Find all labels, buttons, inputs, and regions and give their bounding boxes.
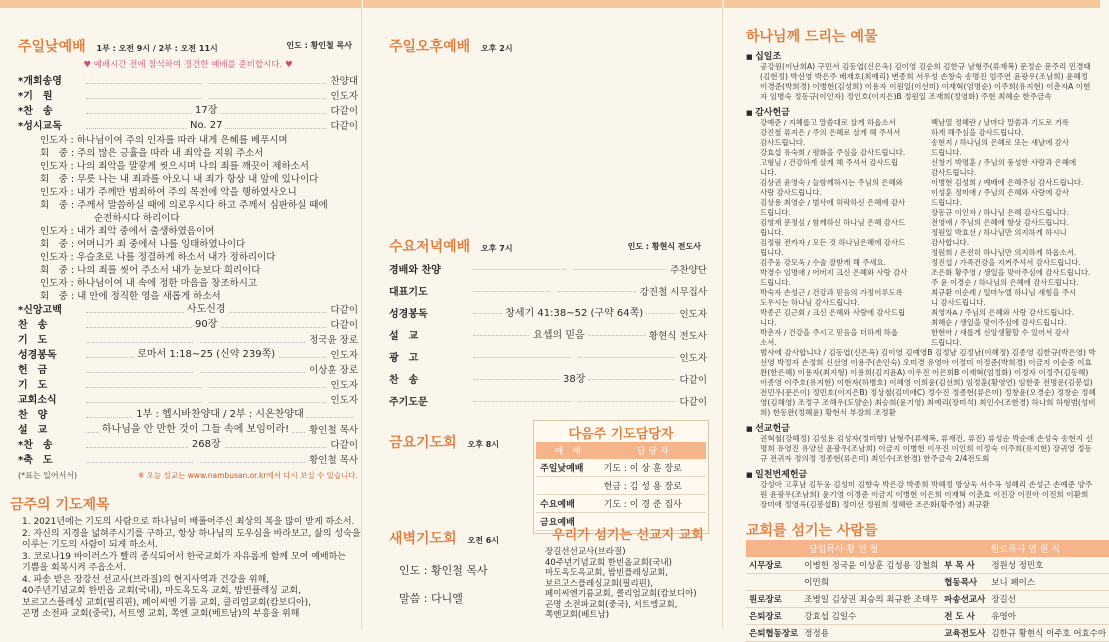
duty-table bbox=[536, 442, 706, 531]
friday-title: 금요기도회 bbox=[389, 435, 457, 451]
duty-person: 기도 : 이 경 준 집사 bbox=[600, 495, 706, 513]
litany-line: 회 중 : 나의 죄를 씻어 주소서 내가 눈보다 희리이다 bbox=[40, 265, 261, 276]
order-label: 기 도 bbox=[18, 335, 48, 346]
order-label: 설 교 bbox=[389, 331, 419, 342]
staff-role: 교육전도사 bbox=[941, 625, 988, 642]
offering-title: 하나님께 드리는 예물 bbox=[746, 29, 878, 45]
duty-person: 헌금 : 김 성 용 장로 bbox=[600, 477, 706, 495]
morning-leader: 인도 : 황인철 목사 bbox=[286, 41, 352, 50]
order-label: *성시교독 bbox=[18, 121, 62, 132]
order-row bbox=[18, 363, 358, 378]
staff-role: 협동목사 bbox=[941, 574, 988, 591]
staff-names: 장길선 bbox=[988, 591, 1109, 608]
thanks-line: 정원일 박효선 / 하나님만 의지하게 하시니 bbox=[931, 228, 1067, 237]
order-leader: 다같이 bbox=[679, 375, 707, 386]
order-dots bbox=[473, 348, 675, 358]
responsive-reading bbox=[18, 134, 358, 303]
staff-role: 은퇴협동장로 bbox=[746, 625, 801, 642]
order-label: 성경봉독 bbox=[389, 309, 428, 320]
thanks-line: 소서. bbox=[760, 338, 777, 347]
staff-role: 시무장로 bbox=[746, 557, 801, 574]
site-note: ※ 오늘 설교는 www.nambusan.or.kr에서 다시 보실 수 있습니다. bbox=[138, 471, 358, 480]
litany-line: 인도자 : 내가 죄악 중에서 출생하였음이여 bbox=[40, 226, 215, 237]
order-content bbox=[193, 334, 199, 345]
order-label: 주기도문 bbox=[389, 397, 428, 408]
wednesday-service bbox=[389, 236, 707, 414]
duty-person: 기도 : 이 상 훈 장로 bbox=[600, 459, 706, 477]
litany-line: 인도자 : 하나님이여 주의 인자를 따라 내게 은혜를 베푸시며 bbox=[40, 135, 288, 146]
thanks-line: 강진철 류지은 / 주의 은혜로 살게 해 주셔서 bbox=[760, 128, 901, 137]
duty-header-service: 예 배 bbox=[536, 442, 600, 459]
staff-row bbox=[746, 557, 1109, 574]
order-content bbox=[571, 396, 577, 407]
thanks-line: 감사드립니다. bbox=[760, 138, 806, 147]
order-leader: 인도자 bbox=[330, 91, 358, 102]
mission-offering-label: ■ 선교헌금 bbox=[746, 421, 1096, 434]
thanks-line: 이병현 김성희 / 예배에 은혜주심 감사드립니다. bbox=[931, 178, 1084, 187]
staff-row bbox=[746, 608, 1109, 625]
thanks-line: 니다. bbox=[760, 168, 777, 177]
prayer-list bbox=[10, 517, 361, 621]
order-leader: 다같이 bbox=[330, 440, 358, 451]
morning-times: 1부 : 오전 9시 / 2부 : 오전 11시 bbox=[96, 44, 218, 53]
order-row bbox=[18, 74, 358, 89]
order-row bbox=[389, 260, 707, 282]
order-content: 창세기 41:38~52 (구약 64쪽) bbox=[502, 308, 646, 319]
thanks-line: 최규환 이순례 / 일마누엘 하나님 새힘을 주시 bbox=[931, 288, 1077, 297]
morning-title: 주일낮예배 bbox=[18, 39, 86, 55]
order-dots bbox=[86, 119, 326, 129]
order-content bbox=[551, 286, 557, 297]
litany-line: 순전하시다 하리이다 bbox=[94, 213, 180, 224]
staff-role: 은퇴장로 bbox=[746, 608, 801, 625]
prayer-item: 2. 자신의 지경을 넓혀주시기를 구하고, 항상 하나님의 도우심을 바라보고, 삶의 성숙을 bbox=[22, 528, 361, 539]
wednesday-leader: 인도 : 황현식 전도사 bbox=[627, 242, 701, 251]
order-content bbox=[193, 364, 199, 375]
thanks-line: 김영재 문정심 / 함께하신 하나님 은혜 감사드 bbox=[760, 218, 906, 227]
order-content: 로마서 1:18~25 (신약 239쪽) bbox=[134, 349, 278, 360]
thanks-label: ■ 감사헌금 bbox=[746, 105, 1096, 118]
order-dots bbox=[86, 104, 326, 114]
order-content bbox=[567, 264, 573, 275]
litany-line: 인도자 : 내가 주께만 범죄하여 주의 목전에 악을 행하였사오니 bbox=[40, 187, 297, 198]
order-label: *기 원 bbox=[18, 91, 53, 102]
morning-order-bottom bbox=[18, 303, 358, 468]
order-dots bbox=[86, 438, 326, 448]
thanks-line: 하게 해주심을 감사드립니다. bbox=[931, 128, 1024, 137]
staff-names: 유영아 bbox=[988, 608, 1109, 625]
friday-time: 오후 8시 bbox=[467, 440, 500, 449]
thanks-line: 드립니다. bbox=[760, 208, 791, 217]
staff-role bbox=[746, 574, 801, 591]
order-leader: 인도자 bbox=[679, 309, 707, 320]
morning-service bbox=[18, 36, 358, 481]
order-label: *신앙고백 bbox=[18, 305, 62, 316]
order-content bbox=[203, 90, 209, 101]
order-content: 요셉의 믿음 bbox=[530, 330, 587, 341]
staff-role: 부 목 사 bbox=[941, 557, 988, 574]
order-label: 기 도 bbox=[18, 380, 48, 391]
thanks-line: 니다. bbox=[760, 318, 777, 327]
duty-row bbox=[536, 477, 706, 495]
mission-churches bbox=[543, 524, 713, 621]
order-leader: 황인철 목사 bbox=[309, 455, 358, 466]
wednesday-time: 오후 7시 bbox=[481, 244, 513, 253]
staff-row bbox=[746, 625, 1109, 642]
staff-table bbox=[746, 540, 1109, 642]
thanks-line: 송현지 / 하나님의 은혜로 또는 새날에 감사 bbox=[931, 138, 1069, 147]
order-row bbox=[18, 348, 358, 363]
order-content: 38장 bbox=[560, 374, 588, 385]
dawn-title: 새벽기도회 bbox=[389, 531, 457, 547]
order-dots bbox=[473, 282, 636, 292]
prayer-item: 이루는 기도의 사람이 되게 하소서. bbox=[22, 540, 159, 550]
order-row bbox=[18, 378, 358, 393]
order-label: *개회송영 bbox=[18, 76, 62, 87]
litany-line: 회 중 : 어머니가 죄 중에서 나를 잉태하였나이다 bbox=[40, 239, 246, 250]
order-leader: 다같이 bbox=[679, 397, 707, 408]
order-content: No. 27 bbox=[187, 120, 226, 131]
order-dots bbox=[86, 423, 305, 433]
order-dots bbox=[86, 348, 326, 358]
tithe-label: ■ 십일조 bbox=[746, 49, 1096, 62]
thanks-line: 장동규 이인자 / 하나님 은혜 감사드립니다. bbox=[931, 208, 1069, 217]
thanks-line: 고형님 / 건강하게 살게 해 주셔서 감사드립 bbox=[760, 158, 898, 167]
order-leader: 이상훈 장로 bbox=[309, 365, 358, 376]
order-leader: 인도자 bbox=[330, 380, 358, 391]
order-leader: 정국윤 장로 bbox=[309, 335, 358, 346]
order-row bbox=[389, 282, 707, 304]
litany-line: 인도자 : 나의 죄악을 말갛게 씻으시며 나의 죄를 깨끗이 제하소서 bbox=[40, 161, 309, 172]
order-row bbox=[18, 423, 358, 438]
staff-names: 이병헌 정국윤 이상훈 김성용 강철희 bbox=[801, 557, 941, 574]
duty-service: 수요예배 bbox=[536, 495, 600, 513]
order-row bbox=[389, 370, 707, 392]
thanks-line: 감사합니다. bbox=[931, 238, 970, 247]
morning-order-top bbox=[18, 74, 358, 134]
order-label: 교회소식 bbox=[18, 395, 57, 406]
order-row bbox=[18, 104, 358, 119]
thanks-line: 정진섭 / 가족건강을 지켜주셔서 감사드립니다. bbox=[931, 258, 1081, 267]
order-leader: 주찬양단 bbox=[670, 265, 707, 276]
mission-church: 마도옥도옥교회, 밤빈플레싱교회, bbox=[545, 568, 669, 578]
order-content bbox=[203, 394, 209, 405]
duty-header-person: 담 당 자 bbox=[600, 442, 706, 459]
thanks-line: 김상용 최영순 / 범사에 허락하신 은혜에 감사 bbox=[760, 198, 906, 207]
order-label: 경배와 찬양 bbox=[389, 265, 441, 276]
litany-line: 인도자 : 하나님이여 내 속에 정한 마음을 창조하시고 bbox=[40, 278, 258, 289]
duty-title: 다음주 기도담당자 bbox=[568, 427, 674, 442]
duty-row bbox=[536, 495, 706, 513]
mission-church: 페이씨엔기름교회, 클리엄교회(캄보디아) bbox=[545, 589, 697, 599]
order-row bbox=[389, 348, 707, 370]
thanks-line: 박숙자 손성근 / 건강과 믿음의 가정이루도록 bbox=[760, 288, 903, 297]
thanks-line: 최혜순 / 생일을 맞이주심에 감사드립니다. bbox=[931, 318, 1067, 327]
order-leader: 찬양대 bbox=[330, 76, 358, 87]
missions-list bbox=[543, 547, 713, 621]
missions-title: 우리가 섬기는 선교지 교회 bbox=[552, 528, 704, 543]
order-dots bbox=[86, 303, 326, 313]
litany-line: 회 중 : 주께서 말씀하실 때에 의로우시다 하고 주께서 심판하실 때에 bbox=[40, 200, 328, 211]
dawn-leader: 인도 : 황인철 목사 bbox=[399, 564, 488, 577]
thanks-grid bbox=[746, 118, 1096, 348]
order-label: 찬 송 bbox=[18, 320, 48, 331]
staff-names: 정원성 정민호 bbox=[988, 557, 1109, 574]
staff-names: 정정용 bbox=[801, 625, 941, 642]
staff-row bbox=[746, 574, 1109, 591]
staff-title: 교회를 섬기는 사람들 bbox=[746, 523, 878, 539]
prayer-item: 1. 2021년에는 기도의 사람으로 하나님이 배풀어주신 최상의 복을 많이 받게 하소서. bbox=[22, 517, 355, 527]
staff-role: 파송선교사 bbox=[941, 591, 988, 608]
duty-row bbox=[536, 459, 706, 477]
mission-church: 쪽엔교회(베트남) bbox=[545, 610, 610, 620]
thanks-line: 김상권 윤영숙 / 늘함께하시는 주님의 은혜와 bbox=[760, 178, 903, 187]
order-label: 대표기도 bbox=[389, 287, 428, 298]
staff-section bbox=[746, 520, 1107, 642]
order-label: *찬 송 bbox=[18, 106, 53, 117]
litany-line: 인도자 : 우슬초로 나를 정결하게 하소서 내가 정하리이다 bbox=[40, 252, 276, 263]
mission-church: 보르고스플레싱교회(필리핀), bbox=[545, 578, 653, 589]
thanks-line: 정원희 / 온전히 하나님만 의지하게 하옵소서. bbox=[931, 248, 1077, 257]
thanks-line: 강예준 / 지혜롭고 말씀대로 살게 하옵소서 bbox=[760, 118, 896, 127]
thanks-line: 조은화 황주영 / 생일을 맞아주심에 감사드립니다. bbox=[931, 268, 1091, 277]
order-dots bbox=[473, 370, 675, 385]
litany-line: 회 중 : 내 안에 정직한 영을 새롭게 하소서 bbox=[40, 291, 221, 302]
litany-line: 회 중 : 주의 많은 긍휼을 따라 내 죄악을 지워 주소서 bbox=[40, 148, 264, 159]
order-content bbox=[203, 75, 209, 86]
staff-names: 이민희 bbox=[801, 574, 941, 591]
order-content: 90장 bbox=[192, 319, 220, 330]
thanks-line: 주 윤 이경순 / 하나님의 은혜에 감사드립니다. bbox=[931, 278, 1079, 287]
thanks-line: 니 감사드립니다. bbox=[931, 298, 986, 307]
thanks-line: 드립니다. bbox=[760, 278, 791, 287]
order-row bbox=[18, 119, 358, 134]
prayer-item: 곤명 소전파 교회(중국), 서트엥 교회, 쪽엔 교회(베트남)의 부흥을 위해 bbox=[22, 609, 300, 619]
prayer-item: 보르고스플레싱 교회(필리핀), 페이씨엔 기름 교회, 클리엄교회(캄보디아), bbox=[22, 597, 312, 608]
thanks-line: 백남열 정혜란 / 날마다 말씀과 기도로 거룩 bbox=[931, 118, 1069, 127]
order-dots bbox=[86, 393, 326, 403]
order-dots bbox=[86, 363, 305, 373]
order-label: 헌 금 bbox=[18, 365, 48, 376]
order-row bbox=[18, 393, 358, 408]
order-row bbox=[389, 304, 707, 326]
order-row bbox=[18, 408, 358, 423]
thanks-line: 강효섭 유숙희 / 평화을 주심을 감사드립니다. bbox=[760, 148, 906, 157]
order-leader: 다같이 bbox=[330, 121, 358, 132]
mission-church: 40주년기념교회 한빈옵교회(국내) bbox=[545, 557, 672, 568]
order-row bbox=[18, 303, 358, 318]
thanks-line: 박경수 임명애 / 어버지 크신 은혜와 사랑 감사 bbox=[760, 268, 908, 277]
order-row bbox=[18, 89, 358, 104]
prayer-item: 40주년기념교회 한빈옵 교회(국내), 마도옥도옥 교회, 밤빈플레싱 교회, bbox=[22, 586, 301, 596]
thanks-line: 립니다. bbox=[760, 248, 784, 257]
senior-pastor: 담임목사 황 인 철 bbox=[746, 540, 941, 557]
offering-section bbox=[746, 26, 1096, 510]
afternoon-title: 주일오후예배 bbox=[389, 39, 471, 55]
thanks-line: 한현아 / 새롭게 신앙생활할 수 있어서 감사 bbox=[931, 328, 1069, 337]
next-week-duty bbox=[533, 420, 709, 534]
order-leader: 다같이 bbox=[330, 320, 358, 331]
order-dots bbox=[473, 326, 645, 341]
mission-offering-names: 권혁철(강혜정) 김성용 김성자(정미향) 남형주(류재복, 류재진, 류진) 류성순 박순애 손성숙 송현지 신명희 유영진 유양선 윤광우(조남희) 이금지 이병현 이우진 이인희 이정숙 이주희(유지현) 장귀영 정동규 전귀자 정의정 정종현(류은미) 최인수(조한경) 한주금속 2/4전도회 bbox=[760, 434, 1093, 463]
order-leader: 다같이 bbox=[330, 106, 358, 117]
thanks-line: 드립니다. bbox=[931, 198, 962, 207]
order-dots bbox=[86, 408, 354, 418]
dawn-service bbox=[389, 528, 499, 606]
thanks-tail: 범사에 감사합니다 / 김동엽(신은옥) 김이영 김예영B 김정남 김정남(이혜정) 김종영 김한규(박은영) 박선영 박정자 손정희 신선영 이용주(손인숙) 오미경 유영아 이정미 이정준(박희경) 이금지 이순중 이효완(한은혜) 이용자(최지형) 이용희(김지윤A) 이우진 이은희B 이재혁(엄정화) 이정자 이정주(김동혜) 이종영 이주호(유지현) 이현자(하병호) 이혜영 이희윤(김선희) 임정훈(황영연) 임한중 전명운(김봉섭) 전민우(문은이) 정민호(이지은B) 정상철(김미애C) 정수진 정종현(류은미) 정창윤(오경순) 정창순 정혜영(김해영) 조정구 조해우(도얌순) 최승희(윤기영) 최예리(장미석) 최인수(조한경) 하나희 하형범(성비희) 한동완(정혜윤) 황현식 부장희 조정환 bbox=[760, 348, 1096, 417]
order-leader: 인도자 bbox=[330, 395, 358, 406]
staff-names: 조병일 김상권 최승의 최규환 조태무 bbox=[801, 591, 941, 608]
order-leader: 황현식 전도사 bbox=[648, 331, 707, 342]
tithe-names: 공강원(이난희A) 구민서 김동엽(신은옥) 김이영 김순희 김한규 남형주(류재복) 문정순 문주리 민경태(김현정) 박선영 박은주 배재호(최예리) 변종희 서우성 손창숙 송명진 엄주연 윤광우(조남희) 윤혜정 이경준(박희경) 이병현(김성희) 이용자 이원일(이선미) 이재혁(엄명순) 이주희(유지현) 이춘자A 이현자 임병숙 정동규(이인자) 정인호(이지은)B 정원일 조재희(정영화) 주현 최혜순 한주금속 bbox=[760, 62, 1091, 101]
thanks-right bbox=[931, 118, 1096, 348]
thousand-offering-label: ■ 일천번제헌금 bbox=[746, 467, 1096, 480]
thanks-line: 드립니다. bbox=[931, 338, 962, 347]
order-content bbox=[571, 352, 577, 363]
order-leader: 황인철 목사 bbox=[309, 425, 358, 436]
thanks-line: 박종곤 김근회 / 크신 은혜와 사랑에 감사드립 bbox=[760, 308, 906, 317]
order-row bbox=[18, 438, 358, 453]
staff-role: 전 도 사 bbox=[941, 608, 988, 625]
order-content bbox=[203, 379, 209, 390]
thanks-line: 전영애 / 주님의 은혜에 항상 감사드립니다. bbox=[931, 218, 1069, 227]
prayer-item: 4. 파송 받은 장강선 선교사(브라질)의 현지사역과 건강을 위해, bbox=[22, 574, 270, 585]
order-row bbox=[18, 333, 358, 348]
order-label: 찬 양 bbox=[18, 410, 48, 421]
order-label: 광 고 bbox=[389, 353, 419, 364]
order-content: 사도신경 bbox=[184, 304, 229, 315]
litany-line: 회 중 : 무릇 나는 내 죄과를 아오니 내 죄가 항상 내 앞에 있나이다 bbox=[40, 174, 319, 185]
top-band bbox=[724, 0, 1100, 8]
thanks-line: 감사드립니다. bbox=[931, 168, 977, 177]
thanks-line: 신창기 박명훈 / 주님의 풍성한 사랑과 은혜에 bbox=[931, 158, 1077, 167]
order-content bbox=[193, 454, 199, 465]
prayer-topics bbox=[10, 494, 361, 621]
order-dots bbox=[473, 392, 675, 402]
order-leader: 인도자 bbox=[679, 353, 707, 364]
order-content: 268장 bbox=[189, 439, 224, 450]
order-leader: 인도자 bbox=[330, 350, 358, 361]
morning-column bbox=[0, 0, 362, 629]
stand-note: (*표는 일어서서) bbox=[18, 471, 78, 480]
order-dots bbox=[473, 304, 675, 319]
afternoon-service bbox=[389, 36, 513, 56]
dawn-time: 오전 6시 bbox=[467, 536, 500, 545]
thanks-line: 김정림 전카자 / 모든 것 하나님은혜에 감사드 bbox=[760, 238, 906, 247]
order-row bbox=[389, 392, 707, 414]
evening-column bbox=[363, 0, 723, 629]
prayer-item: 3. 코로나19 바이러스가 빨리 종식되어서 한국교회가 자유롭게 함께 모여 예배하는 bbox=[22, 551, 346, 562]
order-dots bbox=[473, 260, 666, 270]
staff-names: 보니 페이스 bbox=[988, 574, 1109, 591]
mission-church: 곤명 소전파교회(중국), 서트엥교회, bbox=[545, 599, 678, 610]
order-row bbox=[18, 318, 358, 333]
duty-service: 금요예배 bbox=[536, 513, 600, 531]
wednesday-title: 수요저녁예배 bbox=[389, 239, 471, 255]
offering-column bbox=[724, 0, 1107, 639]
duty-service: 주일낮예배 bbox=[536, 459, 600, 477]
thanks-line: 드립니다. bbox=[931, 148, 962, 157]
mission-church: 장길선선교사(브라질) bbox=[545, 547, 626, 557]
prayer-title: 금주의 기도제목 bbox=[10, 497, 110, 513]
order-dots bbox=[86, 378, 326, 388]
emeritus-pastor: 원로목사 염 원 식 bbox=[941, 540, 1109, 557]
order-row bbox=[389, 326, 707, 348]
order-dots bbox=[86, 333, 305, 343]
order-label: *찬 송 bbox=[18, 440, 53, 451]
order-dots bbox=[86, 74, 326, 84]
thanks-line: 립니다. bbox=[760, 228, 784, 237]
staff-names: 강효섭 김일수 bbox=[801, 608, 941, 625]
dawn-word: 말씀 : 다니엘 bbox=[399, 592, 463, 605]
order-dots bbox=[86, 89, 326, 99]
wednesday-order bbox=[389, 260, 707, 414]
order-label: *축 도 bbox=[18, 455, 53, 466]
thanks-left bbox=[760, 118, 925, 348]
thanks-line: 최영자A / 주님의 은혜와 사랑 감사드립니다. bbox=[931, 308, 1075, 317]
top-band bbox=[363, 0, 722, 8]
thanks-line: 박춘자 / 건강을 주시고 믿음을 더하게 하옵 bbox=[760, 328, 898, 337]
staff-names: 김한규 황현식 이주호 어효수아 bbox=[988, 625, 1109, 642]
order-content: 하나님을 안 만한 것이 그들 속에 보임이라! bbox=[99, 424, 292, 435]
thousand-offering-names: 강성아 고후남 김두웅 김성미 김향숙 박은강 박종희 박혜정 방상욱 서수옥 성혜리 손성근 손예준 양주원 윤광우(조남희) 윤기영 이경준 이금지 이병현 이은희 이재혁 이춘효 이진강 이진아 이진희 이환희 장미애 정영옥(김봉섭B) 정미선 정원희 정혜란 조은화(황주영) 최규환 bbox=[760, 480, 1093, 509]
order-dots bbox=[86, 453, 305, 463]
friday-service bbox=[389, 432, 499, 452]
thanks-line: 사랑 감사드립니다. bbox=[760, 188, 822, 197]
order-label: 성경봉독 bbox=[18, 350, 57, 361]
morning-banner: ♥ 예배시간 전에 참석하여 경건한 예배를 준비합시다. ♥ bbox=[83, 60, 293, 70]
staff-row bbox=[746, 591, 1109, 608]
staff-role: 원로장로 bbox=[746, 591, 801, 608]
thanks-line: 이성훈 정미애 / 주님의 은혜와 사랑에 감사 bbox=[931, 188, 1069, 197]
order-label: 찬 송 bbox=[389, 375, 419, 386]
duty-service bbox=[536, 477, 600, 495]
order-leader: 강진철 시무집사 bbox=[639, 287, 707, 298]
thanks-line: 도우시는 하나님 감사드립니다. bbox=[760, 298, 860, 307]
order-label: 설 교 bbox=[18, 425, 48, 436]
afternoon-time: 오후 2시 bbox=[481, 44, 513, 53]
order-content: 1부 : 헵시바찬양대 / 2부 : 시온찬양대 bbox=[133, 409, 306, 420]
top-band bbox=[0, 0, 361, 8]
order-leader: 다같이 bbox=[330, 305, 358, 316]
order-dots bbox=[86, 318, 326, 328]
order-content: 17장 bbox=[192, 105, 220, 116]
thanks-line: 김주웅 강모욱 / 수술 잘받게 해 주세요. bbox=[760, 258, 887, 267]
prayer-item: 기쁨을 회복시켜 주옵소서. bbox=[22, 563, 127, 573]
order-row bbox=[18, 453, 358, 468]
